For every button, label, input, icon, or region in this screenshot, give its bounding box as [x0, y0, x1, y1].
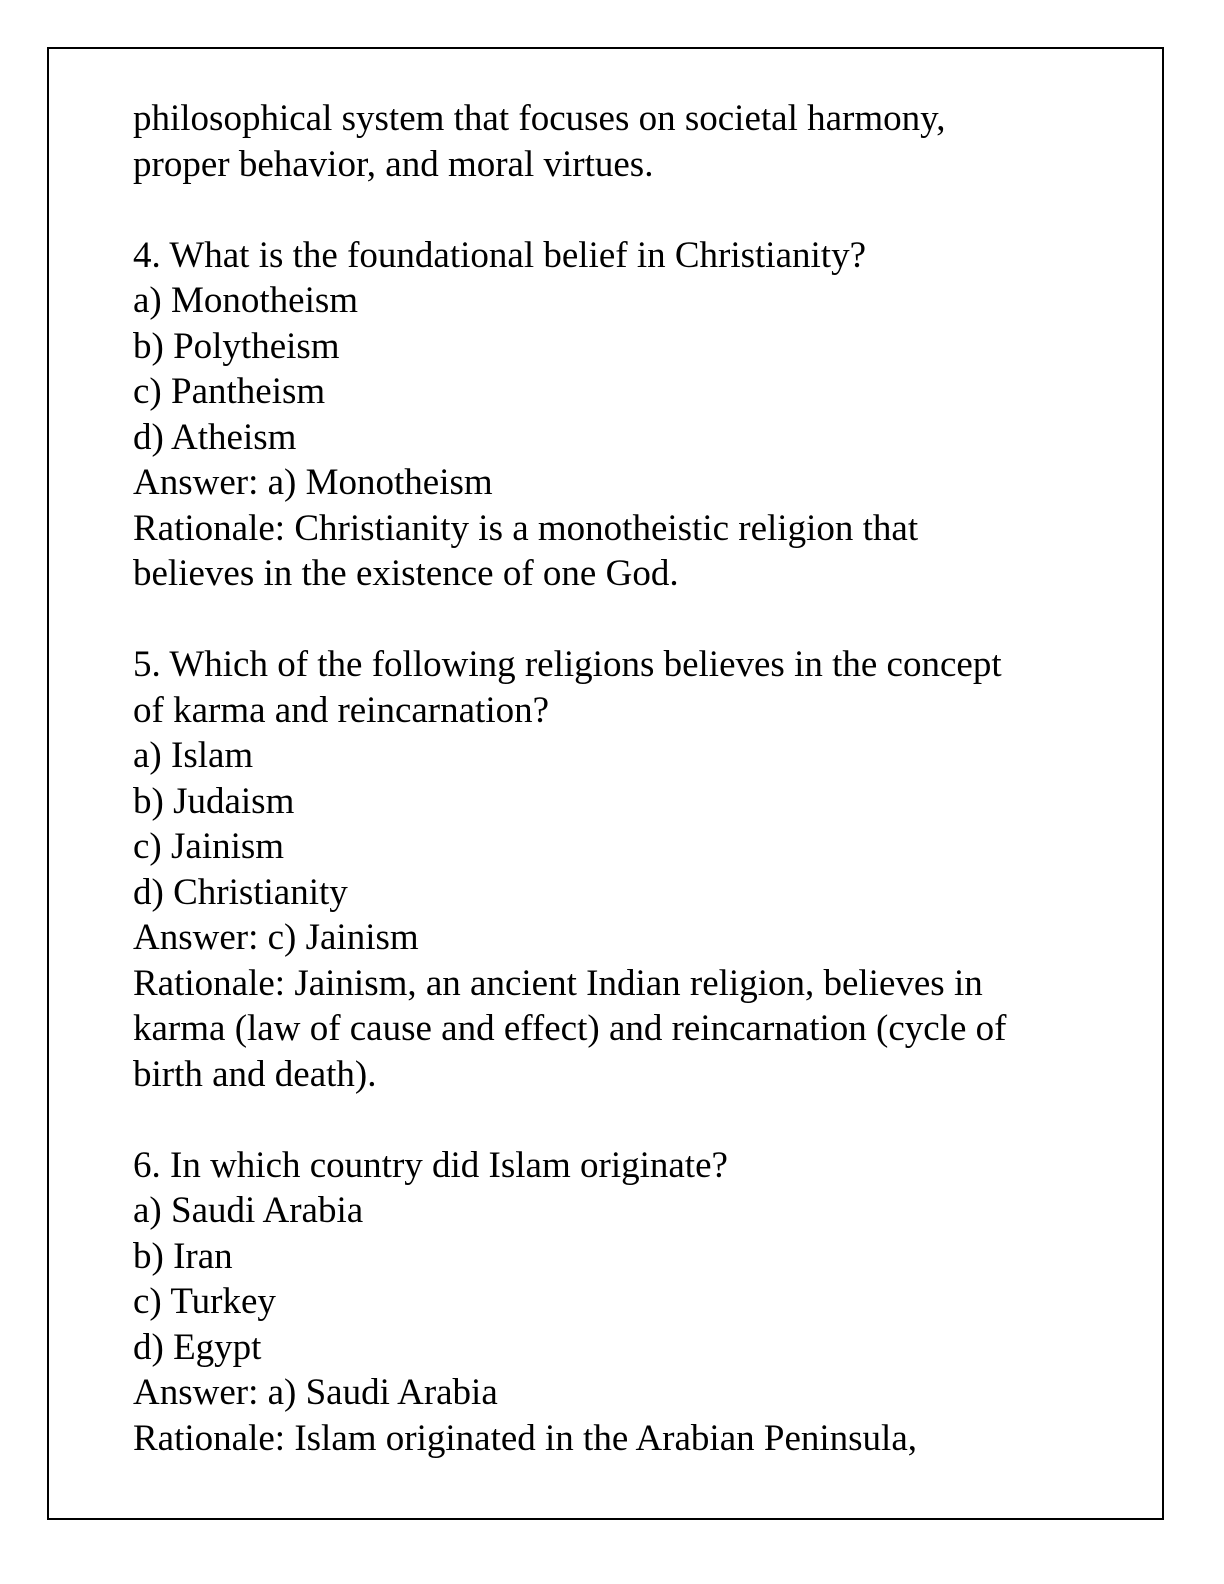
option-c: c) Jainism	[133, 826, 285, 867]
question-text: of karma and reincarnation?	[133, 689, 550, 731]
document-body	[133, 96, 1143, 1461]
rationale-line: birth and death).	[133, 1053, 377, 1095]
option-a: a) Monotheism	[133, 280, 359, 321]
paragraph-gap	[133, 1097, 1143, 1143]
rationale-line: Rationale: Islam originated in the Arabian Peninsula,	[133, 1417, 918, 1459]
paragraph-gap	[133, 187, 1143, 233]
question-block-6	[133, 1143, 1143, 1462]
option-c: c) Turkey	[133, 1281, 276, 1322]
answer-line: Answer: c) Jainism	[133, 917, 419, 958]
option-a: a) Saudi Arabia	[133, 1190, 364, 1231]
option-d: d) Christianity	[133, 871, 348, 913]
question-text: 4. What is the foundational belief in Christianity?	[133, 234, 866, 276]
rationale-line: karma (law of cause and effect) and reincarnation (cycle of	[133, 1008, 1007, 1049]
option-b: b) Iran	[133, 1235, 233, 1277]
question-block-5	[133, 642, 1143, 1097]
question-text: 5. Which of the following religions believes in the concept	[133, 644, 1002, 685]
rationale-line: Rationale: Christianity is a monotheistic religion that	[133, 507, 919, 549]
answer-line: Answer: a) Monotheism	[133, 462, 493, 503]
option-b: b) Judaism	[133, 780, 295, 822]
option-b: b) Polytheism	[133, 325, 340, 367]
text-line: philosophical system that focuses on societal harmony,	[133, 98, 946, 139]
paragraph-gap	[133, 597, 1143, 643]
rationale-line: believes in the existence of one God.	[133, 553, 679, 594]
question-block-4	[133, 233, 1143, 597]
question-text: 6. In which country did Islam originate?	[133, 1144, 728, 1186]
rationale-line: Rationale: Jainism, an ancient Indian religion, believes in	[133, 962, 983, 1004]
answer-line: Answer: a) Saudi Arabia	[133, 1372, 498, 1413]
option-d: d) Atheism	[133, 416, 297, 458]
text-line: proper behavior, and moral virtues.	[133, 143, 654, 185]
option-a: a) Islam	[133, 735, 254, 776]
option-d: d) Egypt	[133, 1326, 262, 1368]
option-c: c) Pantheism	[133, 371, 326, 412]
